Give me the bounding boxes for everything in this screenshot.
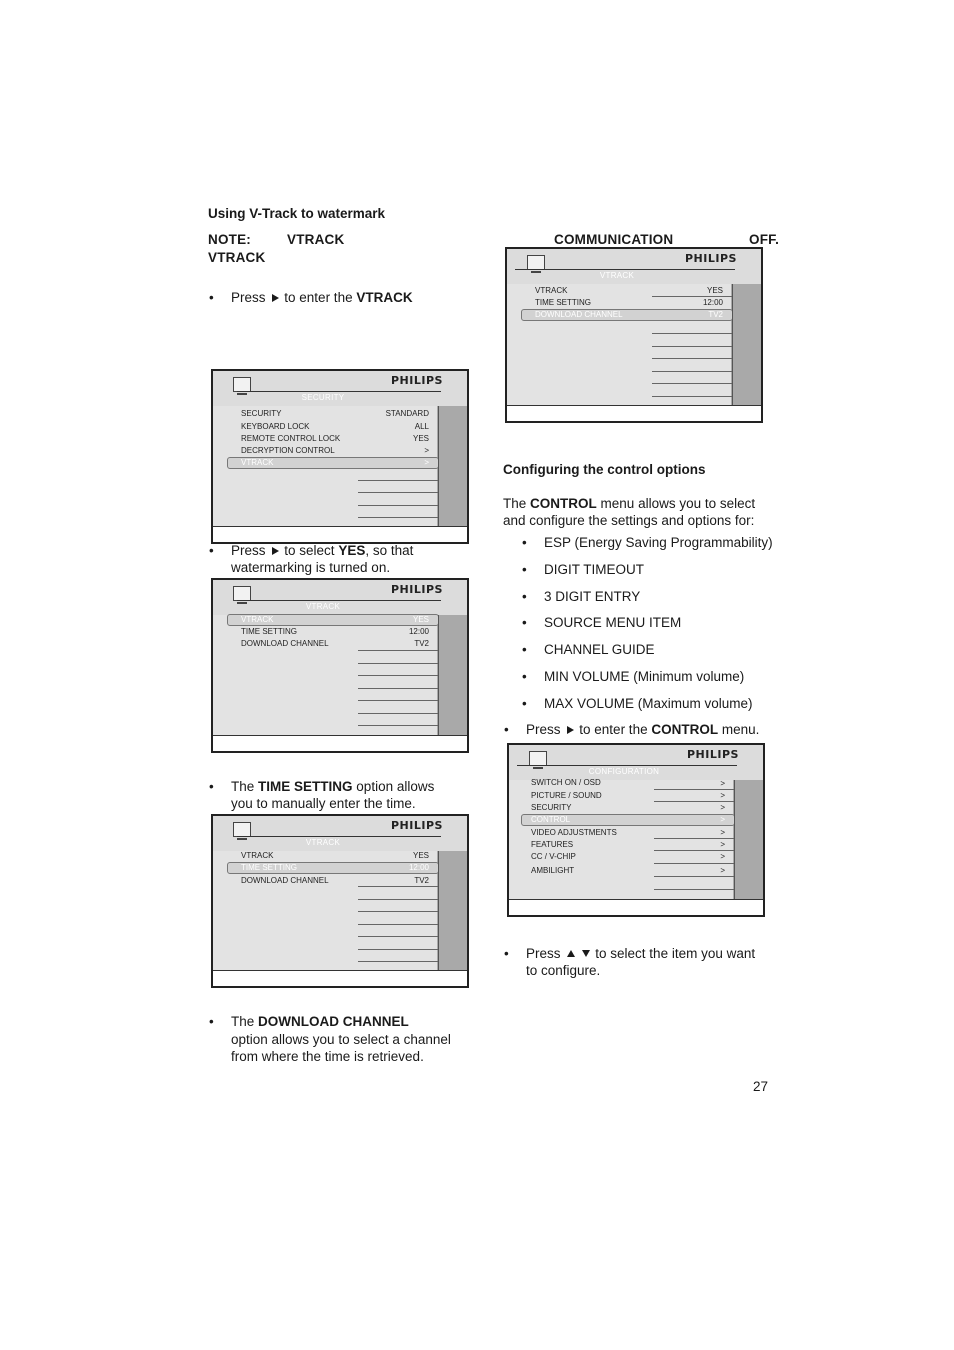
right-arrow-icon: [272, 547, 279, 555]
vtrack-menu-screen: [211, 578, 469, 753]
bullet-continuation: to configure.: [526, 963, 601, 978]
bullet-download-channel: [231, 1013, 409, 1030]
menu-item[interactable]: VTRACK: [241, 851, 274, 860]
right-arrow-icon: [567, 726, 574, 734]
menu-item[interactable]: REMOTE CONTROL LOCK: [241, 434, 341, 443]
menu-item-value: >: [424, 458, 429, 467]
configuration-menu-screen: [507, 743, 765, 917]
option-item: • 3 DIGIT ENTRY: [544, 588, 640, 605]
intro-text: The: [503, 496, 527, 511]
menu-item[interactable]: SECURITY: [241, 409, 282, 418]
menu-item[interactable]: DECRYPTION CONTROL: [241, 446, 335, 455]
menu-item-value: YES: [412, 434, 429, 443]
menu-item-value: >: [720, 866, 725, 875]
note-word-vtrack-2: VTRACK: [208, 250, 266, 265]
bullet-text: Press: [231, 290, 266, 305]
menu-title: CONFIGURATION: [588, 767, 660, 776]
menu-item[interactable]: DOWNLOAD CHANNEL: [241, 876, 329, 885]
philips-logo: PHILIPS: [687, 748, 739, 761]
page-number: 27: [753, 1079, 769, 1094]
bullet-continuation: from where the time is retrieved.: [231, 1049, 424, 1064]
menu-item-value: >: [720, 840, 725, 849]
bullet-text: to select the item you want: [595, 946, 756, 961]
bullet-text: to enter the: [284, 290, 353, 305]
intro-text: menu allows you to select: [600, 496, 756, 511]
bullet-enter-vtrack: [231, 289, 413, 306]
menu-item[interactable]: CC / V-CHIP: [531, 852, 576, 861]
bullet-text: to enter the: [579, 722, 648, 737]
section-heading-vtrack: Using V-Track to watermark: [208, 206, 386, 221]
menu-item-value: >: [720, 852, 725, 861]
note-label: NOTE:: [208, 232, 251, 247]
menu-item-value: >: [720, 791, 725, 800]
menu-item-value: YES: [706, 286, 723, 295]
communication-word: COMMUNICATION: [554, 232, 674, 247]
menu-item[interactable]: TIME SETTING: [241, 627, 297, 636]
bullet-text: The: [231, 1014, 255, 1029]
philips-logo: PHILIPS: [391, 819, 443, 832]
menu-title: VTRACK: [305, 602, 341, 611]
off-word: OFF.: [749, 232, 780, 247]
option-item: • MAX VOLUME (Maximum volume): [544, 695, 753, 712]
menu-item-selected[interactable]: VTRACK: [241, 458, 274, 467]
down-arrow-icon: [582, 950, 590, 957]
menu-item[interactable]: AMBILIGHT: [531, 866, 575, 875]
control-intro: [503, 495, 755, 512]
section-heading-control: Configuring the control options: [503, 462, 706, 477]
menu-item[interactable]: TIME SETTING: [535, 298, 591, 307]
bullet-text: , so that: [365, 543, 414, 558]
menu-item-value: 12:00: [408, 863, 429, 872]
option-item: • MIN VOLUME (Minimum volume): [544, 668, 744, 685]
menu-item-value: YES: [412, 851, 429, 860]
menu-item[interactable]: VTRACK: [535, 286, 568, 295]
bullet-continuation: option allows you to select a channel: [231, 1032, 451, 1047]
intro-bold-text: CONTROL: [530, 496, 597, 511]
menu-item-value: >: [720, 803, 725, 812]
option-item: • SOURCE MENU ITEM: [544, 614, 681, 631]
menu-item[interactable]: FEATURES: [531, 840, 574, 849]
menu-item-selected[interactable]: TIME SETTING: [241, 863, 297, 872]
vtrack-download-screen: [505, 247, 763, 423]
menu-item-value: ALL: [414, 422, 429, 431]
option-item: • ESP (Energy Saving Programmability): [544, 534, 773, 551]
menu-item-value: TV2: [414, 876, 429, 885]
menu-title: VTRACK: [599, 271, 635, 280]
security-menu-screen: [211, 369, 469, 544]
menu-item-value: TV2: [708, 310, 723, 319]
option-item: • CHANNEL GUIDE: [544, 641, 655, 658]
menu-item[interactable]: KEYBOARD LOCK: [241, 422, 310, 431]
menu-item-value: 12:00: [408, 627, 429, 636]
bullet-select-item: [526, 945, 755, 962]
menu-item-selected[interactable]: DOWNLOAD CHANNEL: [535, 310, 623, 319]
menu-item[interactable]: PICTURE / SOUND: [531, 791, 602, 800]
up-arrow-icon: [567, 950, 575, 957]
bullet-continuation: watermarking is turned on.: [231, 560, 391, 575]
menu-item-selected[interactable]: CONTROL: [531, 815, 571, 824]
tv-icon: [233, 822, 251, 837]
control-intro-line2: and configure the settings and options for:: [503, 513, 755, 528]
option-item: • DIGIT TIMEOUT: [544, 561, 644, 578]
menu-item-value: YES: [412, 615, 429, 624]
menu-item-value: TV2: [414, 639, 429, 648]
bullet-select-yes: [231, 542, 413, 559]
menu-item-value: >: [720, 815, 725, 824]
bullet-bold-text: TIME SETTING: [258, 779, 353, 794]
bullet-text: to select: [284, 543, 335, 558]
bullet-text: menu.: [721, 722, 760, 737]
menu-item[interactable]: SECURITY: [531, 803, 572, 812]
right-arrow-icon: [272, 294, 279, 302]
tv-icon: [527, 255, 545, 270]
menu-title: SECURITY: [301, 393, 345, 402]
bullet-bold-text: VTRACK: [356, 290, 413, 305]
bullet-text: Press: [526, 946, 561, 961]
bullet-bold-text: DOWNLOAD CHANNEL: [258, 1014, 409, 1029]
menu-item-value: >: [720, 828, 725, 837]
menu-title: VTRACK: [305, 838, 341, 847]
note-word-vtrack: VTRACK: [287, 232, 345, 247]
bullet-bold-text: YES: [338, 543, 366, 558]
bullet-text: Press: [526, 722, 561, 737]
tv-icon: [529, 751, 547, 766]
bullet-enter-control: [526, 721, 759, 738]
menu-item-selected[interactable]: VTRACK: [241, 615, 274, 624]
menu-item-value: >: [720, 779, 725, 788]
philips-logo: PHILIPS: [391, 374, 443, 387]
bullet-text: The: [231, 779, 255, 794]
bullet-time-setting: [231, 778, 434, 795]
menu-item-value: >: [424, 446, 429, 455]
menu-item-value: 12:00: [702, 298, 723, 307]
tv-icon: [233, 377, 251, 392]
bullet-text: option allows: [356, 779, 435, 794]
menu-item[interactable]: SWITCH ON / OSD: [531, 778, 601, 787]
menu-item[interactable]: DOWNLOAD CHANNEL: [241, 639, 329, 648]
menu-item[interactable]: VIDEO ADJUSTMENTS: [531, 828, 617, 837]
vtrack-time-screen: [211, 814, 469, 988]
bullet-continuation: you to manually enter the time.: [231, 796, 416, 811]
bullet-bold-text: CONTROL: [651, 722, 719, 737]
bullet-text: Press: [231, 543, 266, 558]
philips-logo: PHILIPS: [685, 252, 737, 265]
philips-logo: PHILIPS: [391, 583, 443, 596]
tv-icon: [233, 586, 251, 601]
menu-item-value: STANDARD: [385, 409, 429, 418]
